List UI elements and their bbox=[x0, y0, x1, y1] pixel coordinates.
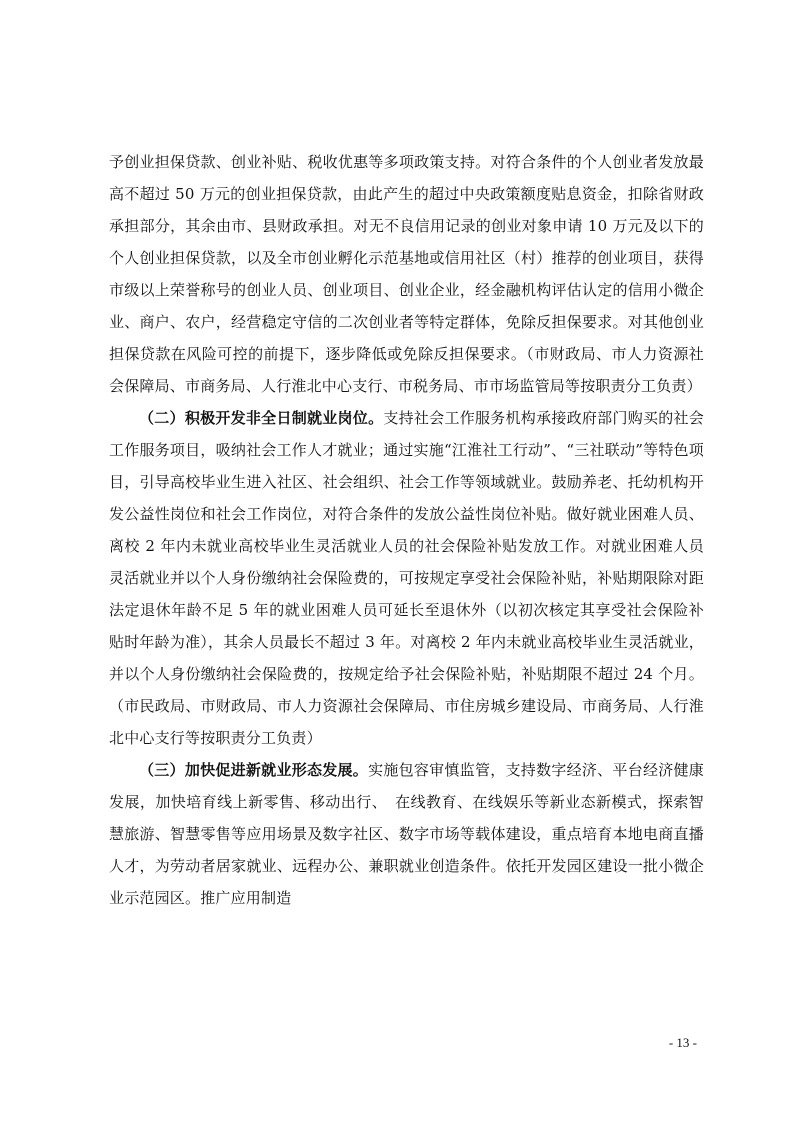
paragraph-2-text: 支持社会工作服务机构承接政府部门购买的社会工作服务项目，吸纳社会工作人才就业；通过实施“江淮社工行动”、“三社联动”等特色项目，引导高校毕业生进入社区、社会组织、社会工作等领域就业。鼓励养老、托幼机构开发公益性岗位和社会工作岗位，对符合条件的发放公益性岗位补贴。做好就业困难人员、离校 2 年内未就业高校毕业生灵活就业人员的社会保险补贴发放工作。对就业困难人员灵活就业并以个人身份缴纳社会保险费的，可按规定享受社会保险补贴，补贴期限除对距法定退休年龄不足 5 年的就业困难人员可延长至退休外（以初次核定其享受社会保险补贴时年龄为准），其余人员最长不超过 3 年。对离校 2 年内未就业高校毕业生灵活就业，并以个人身份缴纳社会保险费的，按规定给予社会保险补贴，补贴期限不超过 24 个月。（市民政局、市财政局、市人力资源社会保障局、市住房城乡建设局、市商务局、人行淮北中心支行等按职责分工负责） bbox=[109, 409, 705, 747]
paragraph-1-text: 予创业担保贷款、创业补贴、税收优惠等多项政策支持。对符合条件的个人创业者发放最高不超过 50 万元的创业担保贷款，由此产生的超过中央政策额度贴息资金，扣除省财政承担部分，其余由市、县财政承担。对无不良信用记录的创业对象申请 10 万元及以下的个人创业担保贷款，以及全市创业孵化示范基地或信用社区（村）推荐的创业项目，获得市级以上荣誉称号的创业人员、创业项目、创业企业，经金融机构评估认定的信用小微企业、商户、农户，经营稳定守信的二次创业者等特定群体，免除反担保要求。对其他创业担保贷款在风险可控的前提下，逐步降低或免除反担保要求。（市财政局、市人力资源社会保障局、市商务局、人行淮北中心支行、市税务局、市市场监管局等按职责分工负责） bbox=[109, 153, 704, 395]
paragraph-3 bbox=[109, 754, 704, 914]
paragraph-3-heading: （三）加快促进新就业形态发展。 bbox=[139, 761, 369, 779]
paragraph-2 bbox=[109, 402, 704, 754]
paragraph-3-text: 实施包容审慎监管，支持数字经济、平台经济健康发展，加快培育线上新零售、移动出行、 在线教育、在线娱乐等新业态新模式，探索智慧旅游、智慧零售等应用场景及数字社区、数字市场等载体建设，重点培育本地电商直播人才，为劳动者居家就业、远程办公、兼职就业创造条件。依托开发园区建设一批小微企业示范园区。推广应用制造 bbox=[109, 761, 704, 907]
paragraph-1 bbox=[109, 146, 704, 402]
document-body bbox=[109, 146, 704, 914]
page-number: - 13 - bbox=[668, 1035, 697, 1050]
paragraph-2-heading: （二）积极开发非全日制就业岗位。 bbox=[139, 409, 384, 427]
